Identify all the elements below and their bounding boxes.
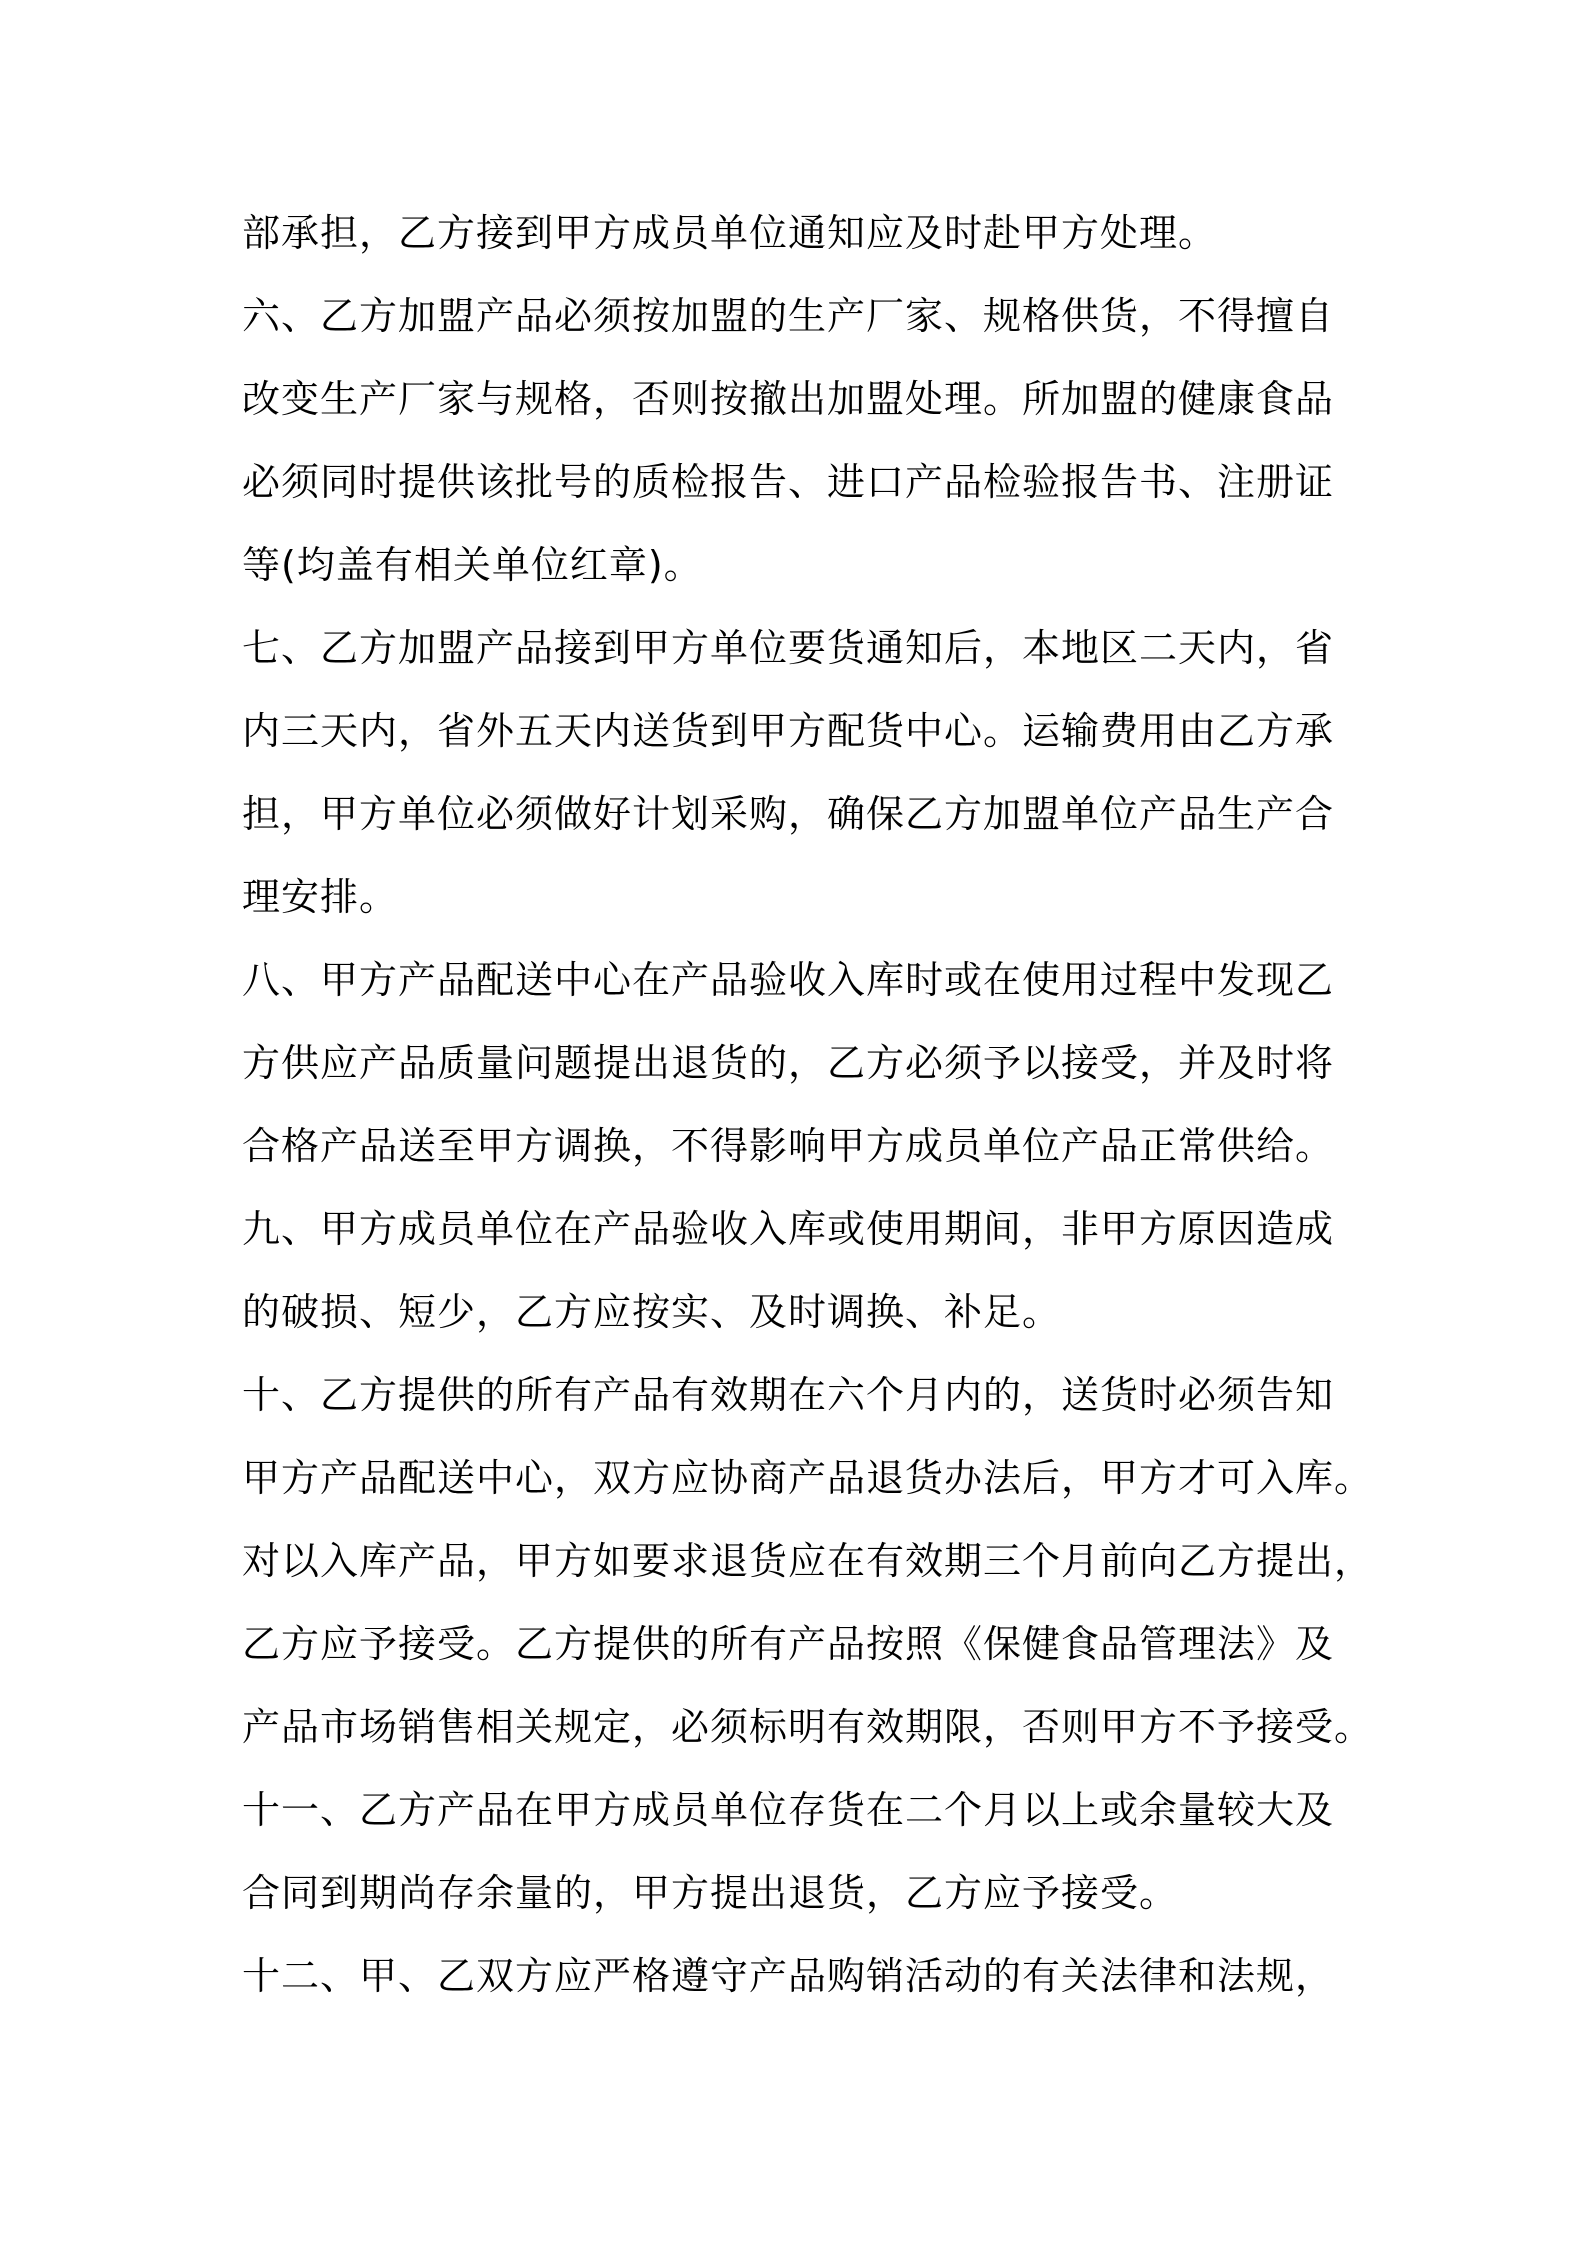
text-line: 十一、乙方产品在甲方成员单位存货在二个月以上或余量较大及 [242,1788,1335,1832]
contract-text-body [242,192,1374,2018]
text-line: 合格产品送至甲方调换，不得影响甲方成员单位产品正常供给。 [242,1124,1335,1168]
text-line: 十二、甲、乙双方应严格遵守产品购销活动的有关法律和法规， [242,1954,1335,1998]
text-line: 乙方应予接受。乙方提供的所有产品按照《保健食品管理法》及 [242,1622,1335,1666]
text-line: 八、甲方产品配送中心在产品验收入库时或在使用过程中发现乙 [242,958,1335,1002]
text-line: 理安排。 [242,875,399,919]
text-line: 九、甲方成员单位在产品验收入库或使用期间，非甲方原因造成 [242,1207,1335,1251]
text-line: 对以入库产品，甲方如要求退货应在有效期三个月前向乙方提出， [242,1539,1374,1583]
text-line: 合同到期尚存余量的，甲方提出退货，乙方应予接受。 [242,1871,1179,1915]
text-line: 七、乙方加盟产品接到甲方单位要货通知后，本地区二天内，省 [242,626,1335,670]
text-line: 必须同时提供该批号的质检报告、进口产品检验报告书、注册证 [242,460,1335,504]
text-line: 部承担，乙方接到甲方成员单位通知应及时赴甲方处理。 [242,211,1218,255]
text-line: 产品市场销售相关规定，必须标明有效期限，否则甲方不予接受。 [242,1705,1374,1749]
text-line: 担，甲方单位必须做好计划采购，确保乙方加盟单位产品生产合 [242,792,1335,836]
text-line: 改变生产厂家与规格，否则按撤出加盟处理。所加盟的健康食品 [242,377,1335,421]
text-line: 甲方产品配送中心，双方应协商产品退货办法后，甲方才可入库。 [242,1456,1374,1500]
text-line: 六、乙方加盟产品必须按加盟的生产厂家、规格供货，不得擅自 [242,294,1335,338]
text-line: 等(均盖有相关单位红章)。 [242,543,703,587]
text-line: 十、乙方提供的所有产品有效期在六个月内的，送货时必须告知 [242,1373,1335,1417]
text-line: 内三天内，省外五天内送货到甲方配货中心。运输费用由乙方承 [242,709,1335,753]
text-line: 的破损、短少，乙方应按实、及时调换、补足。 [242,1290,1062,1334]
text-line: 方供应产品质量问题提出退货的，乙方必须予以接受，并及时将 [242,1041,1335,1085]
